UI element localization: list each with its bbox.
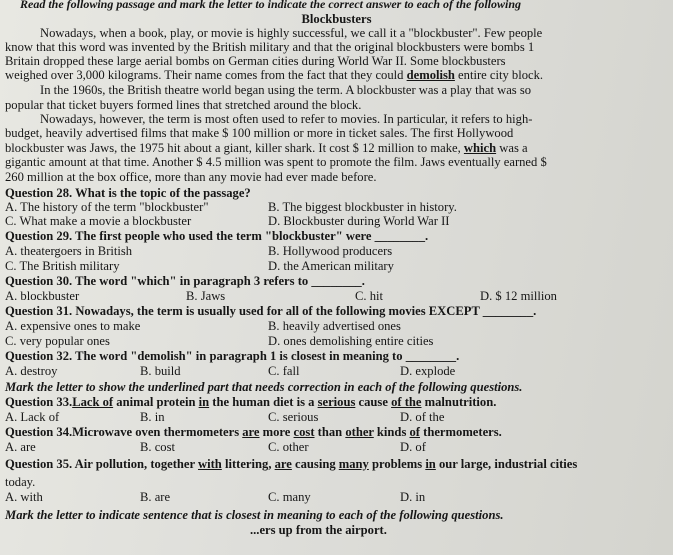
passage-line-9: blockbuster was Jaws, the 1975 hit about a giant, killer shark. It cost $ 12 million to make, which was a: [5, 141, 528, 155]
passage-line-7: Nowadays, however, the term is most often used to refer to movies. In particular, it refers to high-: [40, 112, 533, 126]
q33-option-a[interactable]: A. Lack of: [5, 410, 60, 424]
question-33-stem: Question 33.Lack of animal protein in the human diet is a serious cause of the malnutrition.: [5, 395, 497, 409]
q28-option-b[interactable]: B. The biggest blockbuster in history.: [268, 200, 457, 214]
q30-option-b[interactable]: B. Jaws: [186, 289, 226, 303]
q29-option-d[interactable]: D. the American military: [268, 259, 394, 273]
q28-option-a[interactable]: A. The history of the term "blockbuster": [5, 200, 209, 214]
passage-line-2: know that this word was invented by the British military and that the original blockbusters were bombs 1: [5, 40, 535, 54]
question-29-stem: Question 29. The first people who used the term "blockbuster" were ________.: [5, 229, 429, 243]
q32-option-b[interactable]: B. build: [140, 364, 181, 378]
q30-option-c[interactable]: C. hit: [355, 289, 383, 303]
q30-option-a[interactable]: A. blockbuster: [5, 289, 80, 303]
q32-option-a[interactable]: A. destroy: [5, 364, 58, 378]
q32-option-c[interactable]: C. fall: [268, 364, 300, 378]
q29-option-a[interactable]: A. theatergoers in British: [5, 244, 133, 258]
q35-option-a[interactable]: A. with: [5, 490, 43, 504]
cut-off-line: ...ers up from the airport.: [250, 523, 387, 537]
error-find-instructions: Mark the letter to show the underlined part that needs correction in each of the following questions.: [5, 380, 523, 394]
passage-line-5: In the 1960s, the British theatre world began using the term. A blockbuster was a play that was so: [40, 83, 532, 97]
q31-option-d[interactable]: D. ones demolishing entire cities: [268, 334, 434, 348]
demolish-word: demolish: [406, 68, 455, 82]
q34-option-a[interactable]: A. are: [5, 440, 36, 454]
q35-option-c[interactable]: C. many: [268, 490, 311, 504]
q34-option-b[interactable]: B. cost: [140, 440, 175, 454]
question-35-tail: today.: [5, 475, 36, 489]
question-31-stem: Question 31. Nowadays, the term is usually used for all of the following movies EXCEPT ________.: [5, 304, 537, 318]
q33-option-c[interactable]: C. serious: [268, 410, 319, 424]
q31-option-a[interactable]: A. expensive ones to make: [5, 319, 141, 333]
q33-option-b[interactable]: B. in: [140, 410, 165, 424]
q34-option-c[interactable]: C. other: [268, 440, 309, 454]
passage-line-4: weighed over 3,000 kilograms. Their name comes from the fact that they could demolish entire city block.: [5, 68, 544, 82]
q29-option-b[interactable]: B. Hollywood producers: [268, 244, 393, 258]
passage-line-11: 260 million at the box office, more than any movie had ever made before.: [5, 170, 377, 184]
passage-line-3: Britain dropped these large aerial bombs on German cities during World War II. Some blockbusters: [5, 54, 506, 68]
question-32-stem: Question 32. The word "demolish" in paragraph 1 is closest in meaning to ________.: [5, 349, 460, 363]
which-word: which: [463, 141, 497, 155]
q35-option-b[interactable]: B. are: [140, 490, 171, 504]
question-30-stem: Question 30. The word "which" in paragraph 3 refers to ________.: [5, 274, 365, 288]
q28-option-d[interactable]: D. Blockbuster during World War II: [268, 214, 450, 228]
question-34-stem: Question 34.Microwave oven thermometers are more cost than other kinds of thermometers.: [5, 425, 502, 439]
q32-option-d[interactable]: D. explode: [400, 364, 456, 378]
q29-option-c[interactable]: C. The British military: [5, 259, 120, 273]
passage-line-1: Nowadays, when a book, play, or movie is highly successful, we call it a "blockbuster". Few people: [40, 26, 543, 40]
q28-option-c[interactable]: C. What make a movie a blockbuster: [5, 214, 192, 228]
q33-option-d[interactable]: D. of the: [400, 410, 445, 424]
passage-line-10: gigantic amount at that time. Another $ 4.5 million was spent to promote the film. Jaws eventually earned $: [5, 155, 547, 169]
q34-option-d[interactable]: D. of: [400, 440, 426, 454]
q35-option-d[interactable]: D. in: [400, 490, 426, 504]
q31-option-b[interactable]: B. heavily advertised ones: [268, 319, 401, 333]
q30-option-d[interactable]: D. $ 12 million: [480, 289, 557, 303]
passage-title: Blockbusters: [301, 12, 372, 26]
q31-option-c[interactable]: C. very popular ones: [5, 334, 110, 348]
passage-line-8: budget, heavily advertised films that make $ 100 million or more in ticket sales. The first Hollywood: [5, 126, 514, 140]
reading-instructions: Read the following passage and mark the letter to indicate the correct answer to each of the following: [20, 0, 521, 11]
question-35-stem: Question 35. Air pollution, together with littering, are causing many problems in our large, industrial cities: [5, 457, 578, 471]
passage-line-6: popular that ticket buyers formed lines that stretched around the block.: [5, 98, 362, 112]
question-28-stem: Question 28. What is the topic of the passage?: [5, 186, 251, 200]
closest-meaning-instructions: Mark the letter to indicate sentence that is closest in meaning to each of the following questions.: [5, 508, 504, 522]
